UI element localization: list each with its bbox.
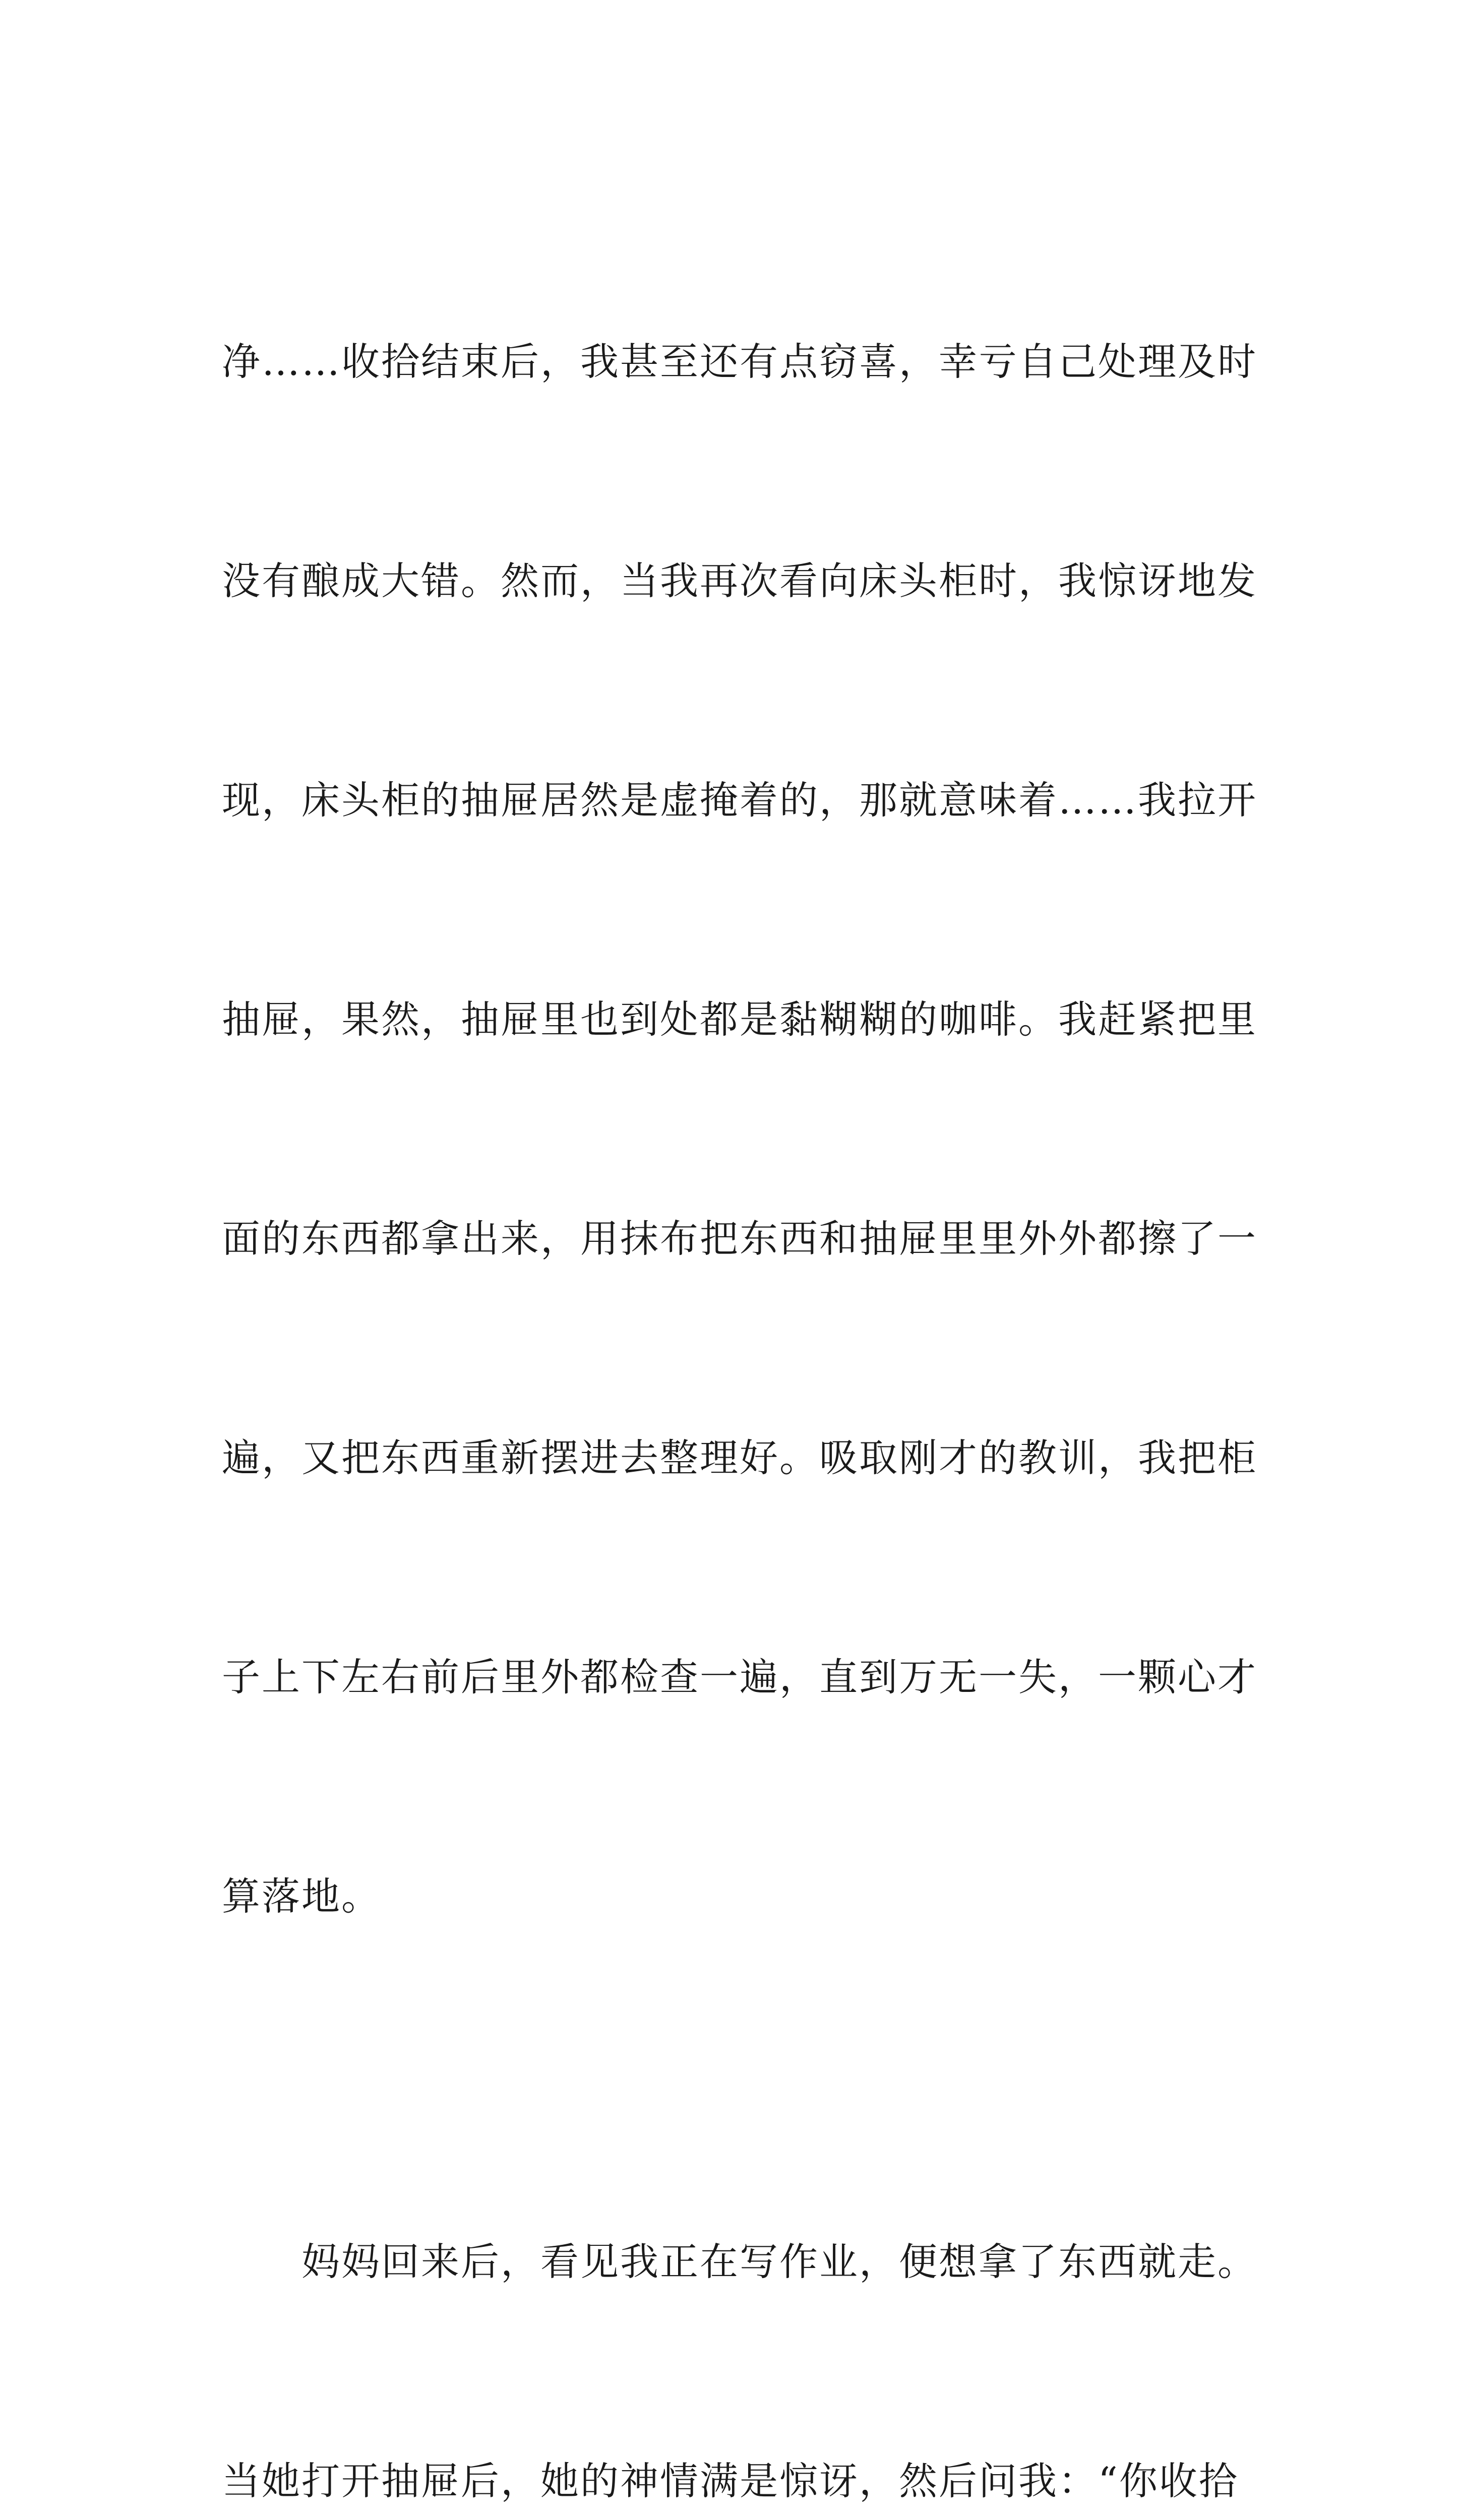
text-line: 净……收拾结束后，我甚至还有点窃喜，幸亏自己处理及时 bbox=[222, 339, 1257, 384]
text-line: 算落地。 bbox=[222, 1874, 381, 1919]
body-text bbox=[222, 179, 1281, 2520]
text-line: 当她打开抽屉后，她的神情满是惊讶，然后问我：“你收拾 bbox=[222, 2459, 1239, 2503]
text-line: 子上下左右前后里外都检查一遍，直到万无一失，一颗心才 bbox=[222, 1655, 1257, 1699]
text-line: 妈妈回来后，看见我正在写作业，便想拿了东西就走。 bbox=[222, 2239, 1257, 2284]
paragraph-1 bbox=[222, 179, 1281, 2079]
text-line: 现，床头柜的抽屉居然是虚掩着的，那就意味着……我拉开 bbox=[222, 778, 1257, 823]
text-line: 没有酿成大错。然而，当我再次看向床头柜时，我惊讶地发 bbox=[222, 558, 1257, 603]
paragraph-2 bbox=[222, 2079, 1281, 2520]
text-line: 抽屉，果然，抽屉里也到处都是黏糊糊的咖啡。我赶紧把里 bbox=[222, 997, 1257, 1042]
text-line: 遍，又把东西重新摆进去整理好。吸取刚才的教训，我把柜 bbox=[222, 1435, 1257, 1480]
text-line: 面的东西都拿出来，用抹布把东西和抽屉里里外外都擦了一 bbox=[222, 1216, 1257, 1261]
